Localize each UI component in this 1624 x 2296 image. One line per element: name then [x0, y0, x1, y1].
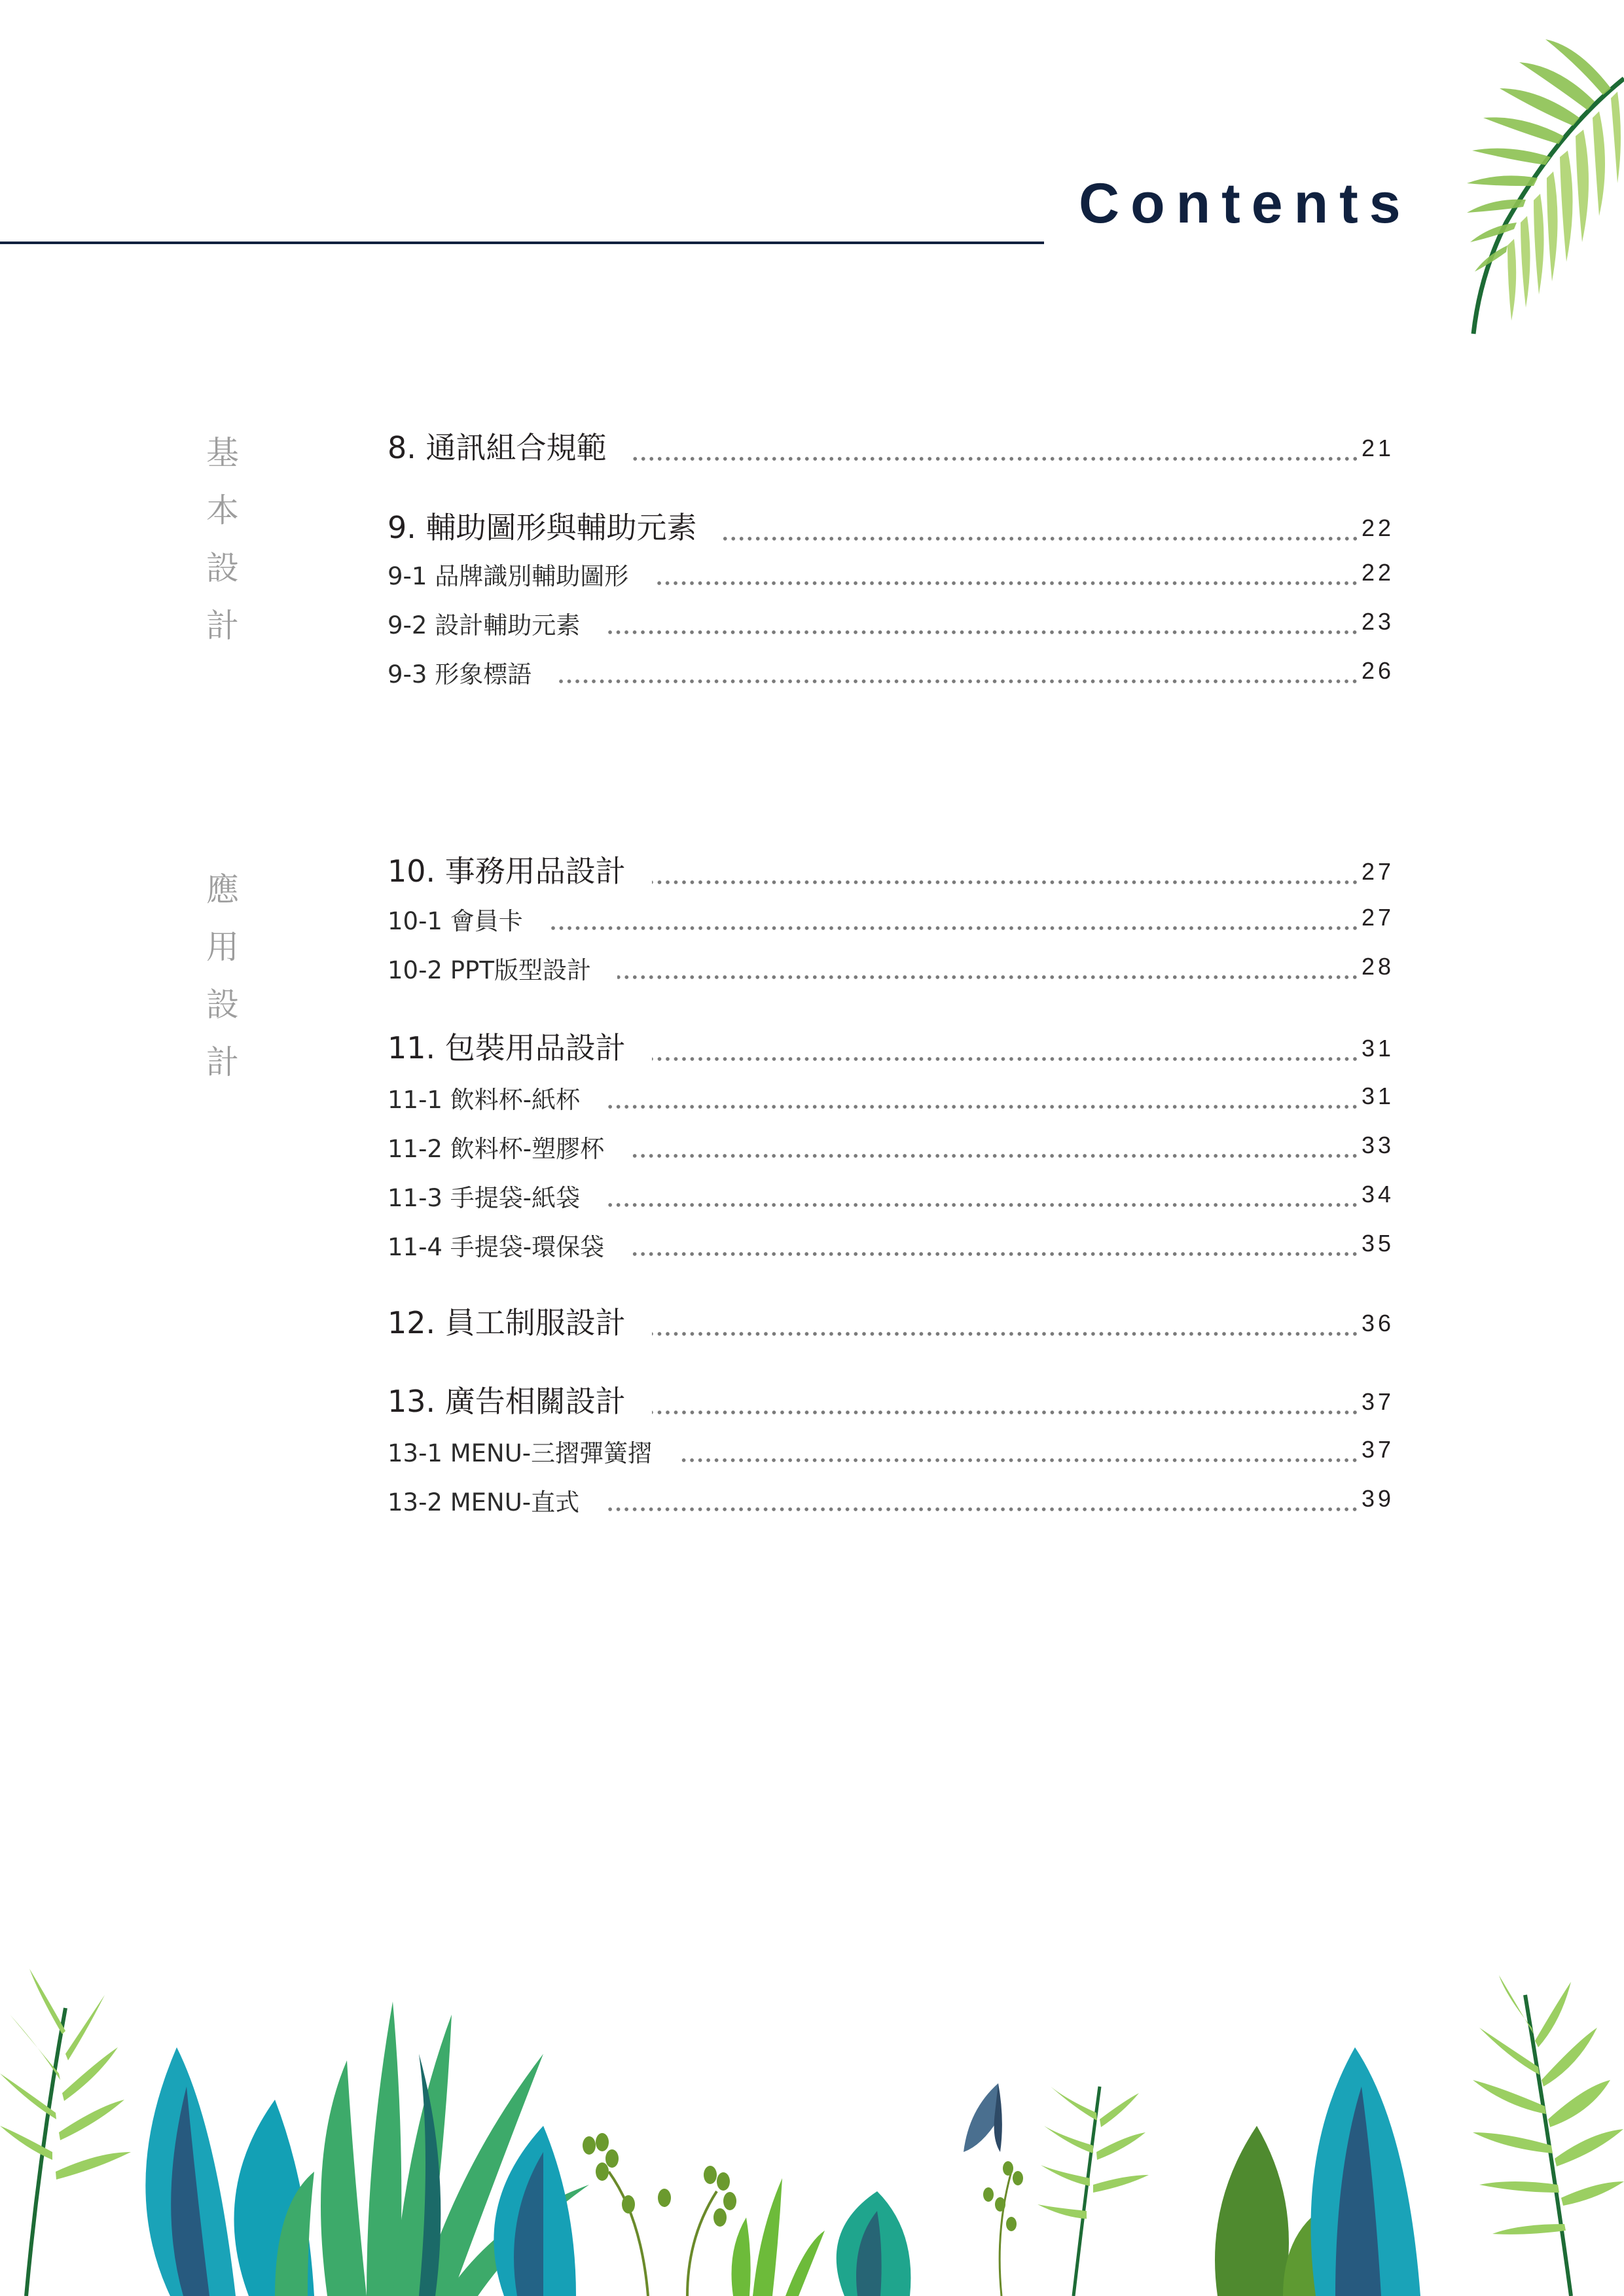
dot-leader — [617, 975, 1359, 979]
toc-entry-label: 10. 事務用品設計 — [388, 853, 626, 889]
dot-leader — [678, 1458, 1359, 1462]
toc-entry-page: 33 — [1362, 1132, 1395, 1158]
toc-entry-label: 12. 員工制服設計 — [388, 1305, 626, 1340]
section-label-char: 計 — [206, 1043, 239, 1081]
palm-leaf-icon — [1428, 26, 1624, 367]
section-label-char: 本 — [206, 492, 239, 529]
toc-entry[interactable] — [388, 1433, 1402, 1469]
section-label-char: 設 — [206, 986, 239, 1024]
dot-leader — [630, 1154, 1359, 1158]
toc-entry[interactable] — [388, 1080, 1402, 1115]
toc-entry-page: 37 — [1362, 1388, 1395, 1415]
dot-leader — [606, 630, 1359, 634]
toc-entry[interactable] — [388, 655, 1402, 690]
toc-entry-page: 31 — [1362, 1035, 1395, 1062]
toc-entry-label: 11-2 飲料杯-塑膠杯 — [388, 1135, 605, 1163]
dot-leader — [723, 537, 1359, 541]
butterfly-icon — [964, 2083, 1002, 2152]
toc-entry-page: 31 — [1362, 1083, 1395, 1109]
section-label-char: 設 — [206, 549, 239, 587]
toc-entry-page: 27 — [1362, 858, 1395, 885]
toc-entry-label: 10-1 會員卡 — [388, 907, 523, 935]
toc-entry[interactable] — [388, 901, 1402, 937]
dot-leader — [549, 926, 1359, 930]
toc-entry[interactable] — [388, 1299, 1402, 1342]
toc-entry-page: 36 — [1362, 1310, 1395, 1336]
section-label-char: 計 — [206, 607, 239, 645]
tropical-foliage-border-icon — [0, 1956, 1624, 2296]
toc-entry[interactable] — [388, 424, 1402, 467]
dot-leader — [605, 1507, 1359, 1511]
toc-entry-page: 34 — [1362, 1181, 1395, 1208]
dot-leader — [655, 581, 1359, 585]
dot-leader — [652, 1332, 1359, 1336]
toc-entry[interactable] — [388, 1482, 1402, 1518]
toc-entry-label: 13-2 MENU-直式 — [388, 1488, 580, 1516]
toc-entry[interactable] — [388, 556, 1402, 592]
section-label-application-design — [203, 861, 242, 1091]
dot-leader — [606, 1105, 1359, 1109]
toc-entry-label: 11-3 手提袋-紙袋 — [388, 1184, 581, 1212]
dot-leader — [630, 1252, 1359, 1256]
section-label-basic-design — [203, 424, 242, 655]
toc-entry-page: 37 — [1362, 1436, 1395, 1463]
toc-entry-label: 13-1 MENU-三摺彈簧摺 — [388, 1439, 653, 1467]
toc-entry-label: 9-1 品牌識別輔助圖形 — [388, 562, 629, 590]
toc-entry-page: 26 — [1362, 657, 1395, 684]
toc-entry-page: 35 — [1362, 1230, 1395, 1257]
dot-leader — [652, 1057, 1359, 1061]
toc-entry[interactable] — [388, 1227, 1402, 1263]
toc-entry-label: 8. 通訊組合規範 — [388, 430, 607, 465]
dot-leader — [652, 880, 1359, 884]
toc-entry[interactable] — [388, 504, 1402, 547]
toc-entry[interactable] — [388, 1378, 1402, 1421]
toc-entry[interactable] — [388, 1178, 1402, 1213]
toc-entry-page: 22 — [1362, 559, 1395, 586]
toc-entry[interactable] — [388, 1129, 1402, 1164]
section-label-char: 應 — [206, 870, 239, 908]
palm-frond-left-icon — [0, 1969, 131, 2296]
header-rule — [0, 242, 1044, 244]
toc-entry[interactable] — [388, 1024, 1402, 1067]
dot-leader — [558, 679, 1359, 683]
toc-entry-label: 13. 廣告相關設計 — [388, 1384, 626, 1419]
toc-entry-label: 9-3 形象標語 — [388, 660, 532, 689]
section-label-char: 用 — [206, 928, 239, 966]
toc-entry[interactable] — [388, 950, 1402, 986]
toc-entry-label: 9. 輔助圖形與輔助元素 — [388, 510, 697, 545]
dot-leader — [606, 1203, 1359, 1207]
page-title: Contents — [1079, 172, 1412, 235]
toc-entry[interactable] — [388, 848, 1402, 891]
toc-entry-label: 9-2 設計輔助元素 — [388, 611, 581, 639]
dot-leader — [633, 457, 1359, 461]
toc-entry-label: 10-2 PPT版型設計 — [388, 956, 591, 984]
toc-entry-page: 22 — [1362, 514, 1395, 541]
toc-entry[interactable] — [388, 605, 1402, 641]
toc-entry-page: 28 — [1362, 953, 1395, 980]
toc-entry-label: 11-4 手提袋-環保袋 — [388, 1233, 605, 1261]
toc-entry-page: 27 — [1362, 904, 1395, 931]
toc-entry-page: 23 — [1362, 608, 1395, 635]
section-label-char: 基 — [206, 434, 239, 472]
toc-entry-page: 21 — [1362, 435, 1395, 461]
dot-leader — [652, 1410, 1359, 1414]
toc-entry-page: 39 — [1362, 1485, 1395, 1512]
toc-entry-label: 11. 包裝用品設計 — [388, 1030, 626, 1066]
toc-entry-label: 11-1 飲料杯-紙杯 — [388, 1086, 581, 1114]
